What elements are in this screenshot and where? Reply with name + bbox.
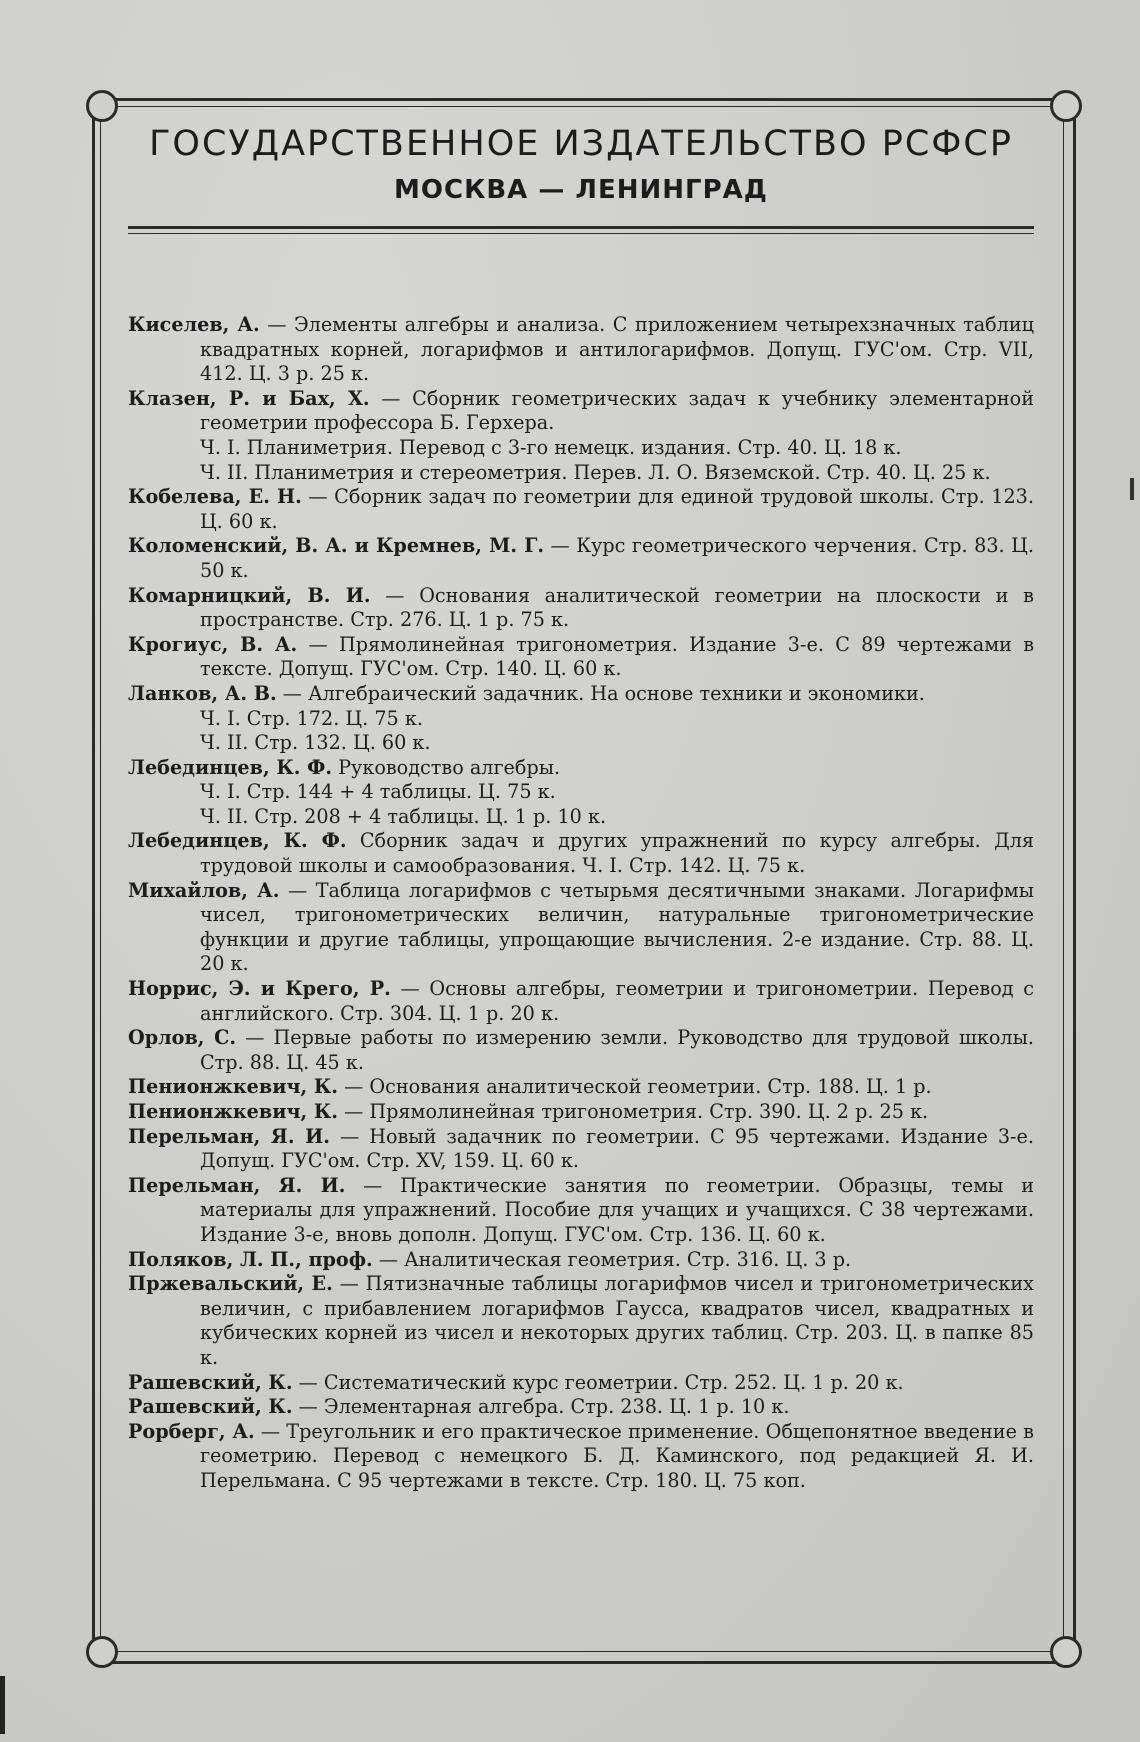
book-author: Клазен, Р. и Бах, Х. xyxy=(128,386,370,410)
book-entry xyxy=(128,1174,1034,1248)
book-entry xyxy=(128,879,1034,977)
book-author: Киселев, А. xyxy=(128,313,260,336)
book-description: — Основания аналитической геометрии. Стр. 188. Ц. 1 р. xyxy=(344,1075,932,1099)
book-volume-text: Ч. II. Стр. 132. Ц. 60 к. xyxy=(200,731,431,755)
book-author: Перельман, Я. И. xyxy=(128,1173,346,1197)
book-description: — Таблица логарифмов с четырьмя десятичными знаками. Логарифмы чисел, тригонометрических величин, натуральные тригонометрические функции и другие таблицы, упрощающие вычисления. 2-е издание. Стр. 88. Ц. 20 к. xyxy=(200,878,1034,976)
book-author: Перельман, Я. И. xyxy=(128,1124,330,1148)
book-author: Пенионжкевич, К. xyxy=(128,1075,338,1099)
book-volume xyxy=(128,805,1034,830)
book-entry xyxy=(128,1371,1034,1396)
book-description: Сборник задач и других упражнений по курсу алгебры. Для трудовой школы и самообразования. Ч. I. Стр. 142. Ц. 75 к. xyxy=(200,829,1034,878)
book-author: Рашевский, К. xyxy=(128,1370,293,1394)
book-description: — Курс геометрического черчения. Стр. 83. Ц. 50 к. xyxy=(200,534,1034,582)
book-description: — Новый задачник по геометрии. С 95 чертежами. Издание 3-е. Допущ. ГУС'ом. Стр. XV, 159. Ц. 60 к. xyxy=(200,1124,1034,1173)
book-description: — Элементы алгебры и анализа. С приложением четырехзначных таблиц квадратных корней, логарифмов и антилогарифмов. Допущ. ГУС'ом. Стр. VII, 412. Ц. 3 р. 25 к. xyxy=(200,313,1035,386)
book-description: — Основы алгебры, геометрии и тригонометрии. Перевод с английского. Стр. 304. Ц. 1 р. 20 к. xyxy=(200,977,1034,1025)
book-author: Пенионжкевич, К. xyxy=(128,1100,338,1123)
book-entry xyxy=(128,485,1034,534)
book-entry xyxy=(128,1395,1034,1420)
book-entry xyxy=(128,584,1034,633)
header-divider xyxy=(128,226,1034,229)
book-entry xyxy=(128,1272,1034,1370)
book-author: Кобелева, Е. Н. xyxy=(128,485,302,509)
header-divider-thin xyxy=(128,233,1034,234)
book-entry xyxy=(128,633,1034,682)
book-author: Орлов, С. xyxy=(128,1026,237,1050)
book-author: Ланков, А. В. xyxy=(128,681,277,705)
book-entry xyxy=(128,1075,1034,1100)
book-author: Рорберг, А. xyxy=(128,1419,255,1443)
book-entry xyxy=(128,1125,1034,1174)
book-description: — Прямолинейная тригонометрия. Издание 3-е. С 89 чертежами в тексте. Допущ. ГУС'ом. Стр. 140. Ц. 60 к. xyxy=(200,632,1034,681)
book-volume xyxy=(128,731,1034,756)
scan-artifact xyxy=(1130,478,1134,500)
publisher-title: ГОСУДАРСТВЕННОЕ ИЗДАТЕЛЬСТВО РСФСР xyxy=(149,124,1013,164)
book-volume-text: Ч. I. Стр. 144 + 4 таблицы. Ц. 75 к. xyxy=(200,780,556,804)
publisher-cities: МОСКВА — ЛЕНИНГРАД xyxy=(394,175,768,205)
book-listing xyxy=(128,313,1034,1494)
book-entry xyxy=(128,1026,1034,1075)
book-description: — Треугольник и его практическое применение. Общепонятное введение в геометрию. Перевод с немецкого Б. Д. Каминского, под редакцией Я. И. Перельмана. С 95 чертежами в тексте. Стр. 180. Ц. 75 коп. xyxy=(200,1419,1034,1492)
book-entry xyxy=(128,534,1034,583)
book-volume-text: Ч. I. Планиметрия. Перевод с 3-го немецк. издания. Стр. 40. Ц. 18 к. xyxy=(200,435,902,459)
book-description: — Практические занятия по геометрии. Образцы, темы и материалы для упражнений. Пособие для учащих и учащихся. С 38 чертежами. Издание 3-е, вновь дополн. Допущ. ГУС'ом. Стр. 136. Ц. 60 к. xyxy=(200,1173,1034,1246)
book-entry xyxy=(128,829,1034,878)
book-description: — Сборник задач по геометрии для единой трудовой школы. Стр. 123. Ц. 60 к. xyxy=(200,485,1034,533)
book-volume-text: Ч. I. Стр. 172. Ц. 75 к. xyxy=(200,706,423,730)
corner-ornament-icon xyxy=(1050,1636,1082,1668)
book-description: Руководство алгебры. xyxy=(338,755,561,779)
book-author: Коломенский, В. А. и Кремнев, М. Г. xyxy=(128,534,545,558)
book-volume xyxy=(128,461,1034,486)
book-author: Рашевский, К. xyxy=(128,1395,293,1419)
publisher-header xyxy=(100,118,1062,210)
book-description: — Аналитическая геометрия. Стр. 316. Ц. 3 р. xyxy=(378,1247,852,1271)
book-volume xyxy=(128,780,1034,805)
book-entry xyxy=(128,682,1034,707)
book-volume xyxy=(128,436,1034,461)
book-entry xyxy=(128,1248,1034,1273)
book-author: Крогиус, В. А. xyxy=(128,632,298,656)
book-volume-text: Ч. II. Планиметрия и стереометрия. Перев. Л. О. Вяземской. Стр. 40. Ц. 25 к. xyxy=(200,460,991,484)
book-entry xyxy=(128,1100,1034,1125)
book-volume-text: Ч. II. Стр. 208 + 4 таблицы. Ц. 1 р. 10 к. xyxy=(200,804,607,828)
scan-artifact xyxy=(0,1676,5,1734)
book-entry xyxy=(128,387,1034,436)
book-author: Михайлов, А. xyxy=(128,878,280,902)
book-entry xyxy=(128,756,1034,781)
book-description: — Прямолинейная тригонометрия. Стр. 390. Ц. 2 р. 25 к. xyxy=(344,1100,929,1123)
book-author: Лебединцев, К. Ф. xyxy=(128,829,347,853)
book-description: — Пятизначные таблицы логарифмов чисел и тригонометрических величин, с прибавлением логарифмов Гаусса, квадратов чисел, квадратных и кубических корней из чисел и некоторых других таблиц. Стр. 203. Ц. в папке 85 к. xyxy=(200,1272,1034,1369)
book-volume xyxy=(128,707,1034,732)
book-author: Норрис, Э. и Крего, Р. xyxy=(128,977,391,1001)
book-author: Пржевальский, Е. xyxy=(128,1272,333,1296)
book-entry xyxy=(128,1420,1034,1494)
book-description: — Первые работы по измерению земли. Руководство для трудовой школы. Стр. 88. Ц. 45 к. xyxy=(200,1026,1034,1074)
book-entry xyxy=(128,977,1034,1026)
book-description: — Сборник геометрических задач к учебнику элементарной геометрии профессора Б. Герхера. xyxy=(200,386,1034,435)
book-description: — Алгебраический задачник. На основе техники и экономики. xyxy=(282,681,925,705)
book-author: Поляков, Л. П., проф. xyxy=(128,1247,373,1271)
book-author: Лебединцев, К. Ф. xyxy=(128,755,333,779)
book-description: — Систематический курс геометрии. Стр. 252. Ц. 1 р. 20 к. xyxy=(298,1370,904,1394)
book-description: — Элементарная алгебра. Стр. 238. Ц. 1 р. 10 к. xyxy=(298,1395,790,1419)
book-description: — Основания аналитической геометрии на плоскости и в пространстве. Стр. 276. Ц. 1 р. 75 к. xyxy=(200,583,1034,632)
book-entry xyxy=(128,313,1034,387)
book-author: Комарницкий, В. И. xyxy=(128,583,371,607)
corner-ornament-icon xyxy=(86,1636,118,1668)
